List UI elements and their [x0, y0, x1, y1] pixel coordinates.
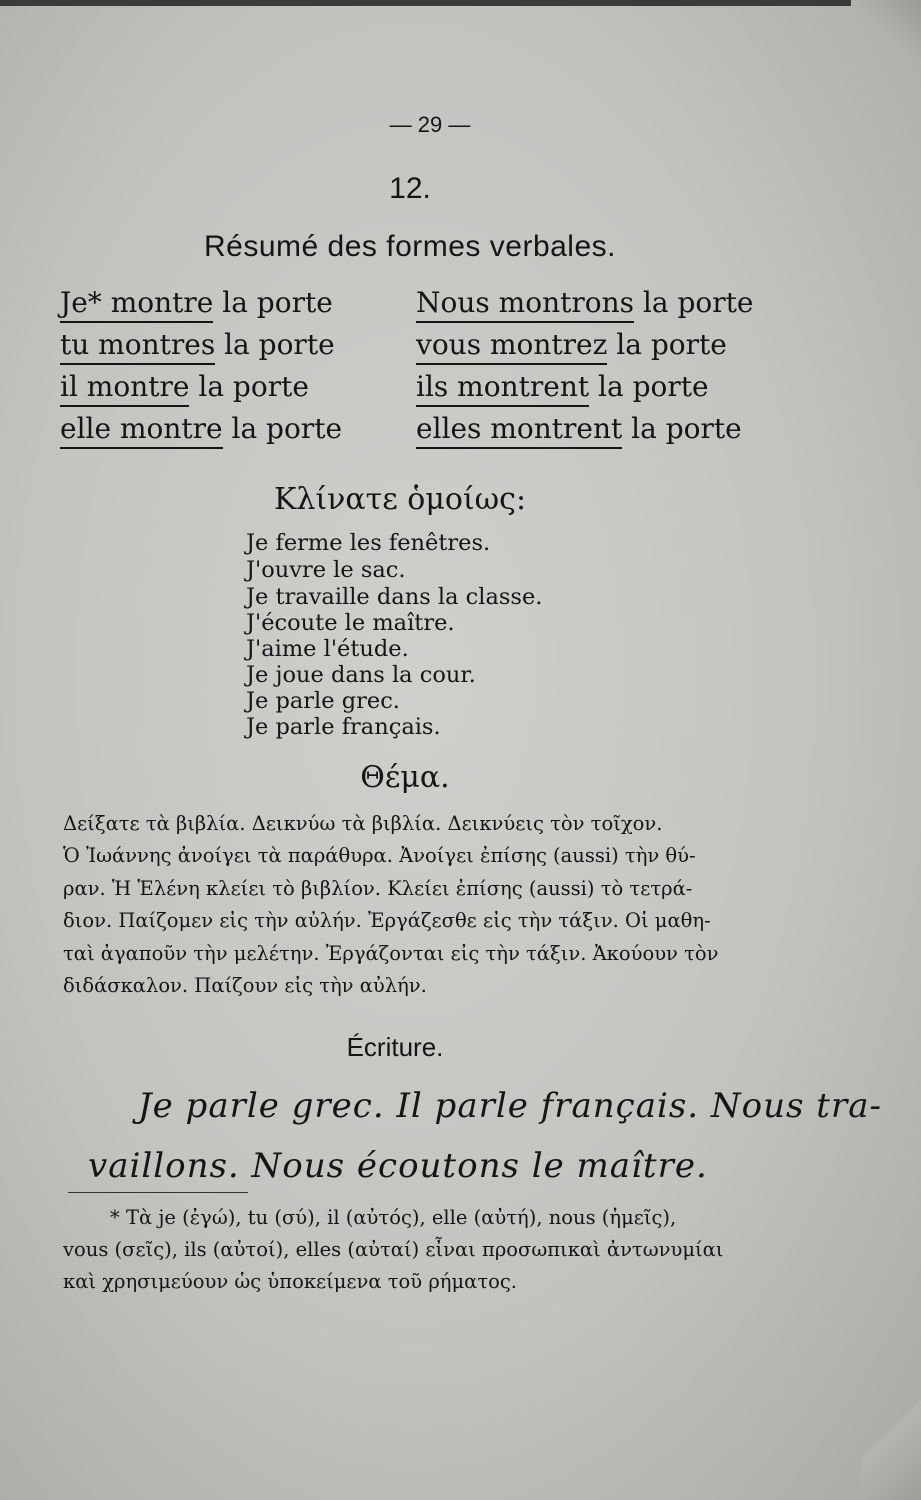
footnote-divider	[68, 1192, 248, 1193]
footnote-line: vous (σεῖς), ils (αὐτοί), elles (αὐταί) εἶναι προσωπικαὶ ἀντωνυμίαι	[63, 1238, 724, 1261]
page-number: — 29 —	[389, 112, 471, 137]
thema-line: Ὁ Ἰωάννης ἀνοίγει τὰ παράθυρα. Ἀνοίγει ἐπίσης (aussi) τὴν θύ-	[63, 844, 696, 868]
conjugation-row	[60, 370, 309, 407]
conjugation-row	[60, 286, 333, 323]
conjugation-object: la porte	[634, 286, 754, 319]
page-corner-bottom-right	[861, 1380, 921, 1500]
handwriting-line: vaillons. Nous écoutons le maître.	[88, 1146, 708, 1186]
thema-paragraph	[63, 808, 783, 1002]
conjugation-row	[416, 412, 742, 449]
footnote-line: * Τὰ je (ἐγώ), tu (σύ), il (αὐτός), elle (αὐτή), nous (ἡμεῖς),	[110, 1206, 677, 1229]
exercise-line: Je ferme les fenêtres.	[246, 530, 491, 556]
conjugation-row	[60, 328, 335, 365]
exercise-line: Je travaille dans la classe.	[246, 584, 543, 610]
exercise-line: Je parle grec.	[246, 688, 400, 714]
conjugation-verb: vous montrez	[416, 328, 607, 365]
lesson-number: 12.	[389, 172, 431, 205]
page-top-edge	[0, 0, 921, 6]
conjugation-verb: tu montres	[60, 328, 215, 365]
conjugation-object: la porte	[222, 412, 343, 445]
section-title: Résumé des formes verbales.	[204, 230, 616, 263]
klinate-heading: Κλίνατε ὁμοίως:	[273, 482, 527, 517]
conjugation-verb: elles montrent	[416, 412, 622, 449]
conjugation-verb: Nous montrons	[416, 286, 634, 323]
conjugation-row	[60, 412, 342, 449]
conjugation-row	[416, 286, 753, 323]
conjugation-verb: il montre	[60, 370, 189, 407]
conjugation-object: la porte	[215, 328, 335, 361]
conjugation-verb: Je* montre	[60, 286, 213, 323]
conjugation-object: la porte	[189, 370, 309, 403]
conjugation-row	[416, 370, 709, 407]
conjugation-object: la porte	[622, 412, 742, 445]
exercise-line: Je joue dans la cour.	[246, 662, 476, 688]
thema-heading: Θέμα.	[360, 760, 450, 795]
exercise-line: J'aime l'étude.	[246, 636, 409, 662]
conjugation-object: la porte	[213, 286, 333, 319]
exercise-line: J'ouvre le sac.	[246, 557, 406, 583]
exercise-line: J'écoute le maître.	[246, 610, 455, 636]
exercise-line: Je parle français.	[246, 714, 441, 740]
thema-line: ταὶ ἀγαποῦν τὴν μελέτην. Ἐργάζονται εἰς τὴν τάξιν. Ἀκούουν τὸν	[63, 941, 719, 965]
conjugation-object: la porte	[607, 328, 727, 361]
conjugation-row	[416, 328, 727, 365]
conjugation-verb: elle montre	[60, 412, 223, 449]
thema-line: Δείξατε τὰ βιβλία. Δεικνύω τὰ βιβλία. Δεικνύεις τὸν τοῖχον.	[63, 812, 663, 835]
thema-line: ραν. Ἡ Ἑλένη κλείει τὸ βιβλίον. Κλείει ἐπίσης (aussi) τὸ τετρά-	[63, 876, 693, 900]
thema-line: διον. Παίζομεν εἰς τὴν αὐλήν. Ἐργάζεσθε εἰς τὴν τάξιν. Οἱ μαθη-	[63, 909, 711, 933]
conjugation-verb: ils montrent	[416, 370, 589, 407]
conjugation-object: la porte	[589, 370, 709, 403]
thema-line: διδάσκαλον. Παίζουν εἰς τὴν αὐλήν.	[63, 974, 427, 998]
ecriture-heading: Écriture.	[346, 1032, 444, 1062]
handwriting-line: Je parle grec. Il parle français. Nous tra-	[138, 1086, 882, 1126]
footnote-line: καὶ χρησιμεύουν ὡς ὑποκείμενα τοῦ ρήματος.	[63, 1270, 517, 1293]
page-corner-top-right	[851, 0, 921, 60]
